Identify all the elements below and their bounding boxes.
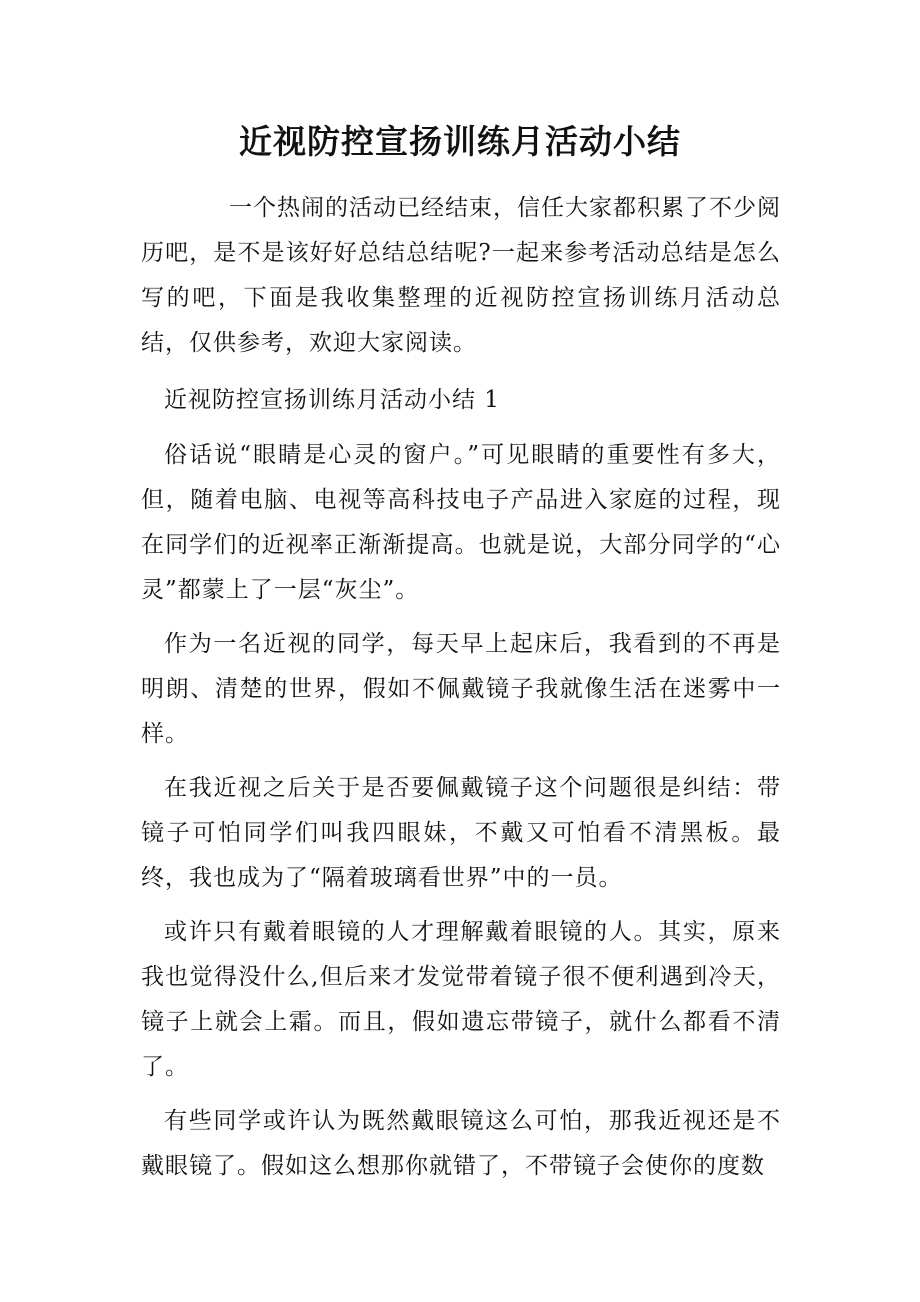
body-paragraph: 有些同学或许认为既然戴眼镜这么可怕，那我近视还是不戴眼镜了。假如这么想那你就错了，不带镜子会使你的度数 — [141, 1108, 781, 1179]
document-title: 近视防控宣扬训练月活动小结 — [239, 122, 681, 161]
body-paragraph: 在我近视之后关于是否要佩戴镜子这个问题很是纠结：带镜子可怕同学们叫我四眼妹，不戴又可怕看不清黑板。最终，我也成为了“隔着玻璃看世界”中的一员。 — [141, 775, 781, 891]
document-body — [141, 186, 781, 1198]
section-heading: 近视防控宣扬训练月活动小结 1 — [164, 387, 500, 413]
body-paragraph: 作为一名近视的同学，每天早上起床后，我看到的不再是明朗、清楚的世界，假如不佩戴镜子我就像生活在迷雾中一样。 — [141, 631, 781, 747]
intro-paragraph: 一个热闹的活动已经结束，信任大家都积累了不少阅历吧，是不是该好好总结总结呢?一起来参考活动总结是怎么写的吧，下面是我收集整理的近视防控宣扬训练月活动总结，仅供参考，欢迎大家阅读。 — [141, 195, 781, 356]
body-paragraph: 或许只有戴着眼镜的人才理解戴着眼镜的人。其实，原来我也觉得没什么,但后来才发觉带着镜子很不便利遇到冷天，镜子上就会上霜。而且，假如遗忘带镜子，就什么都看不清了。 — [141, 919, 781, 1080]
body-paragraph: 俗话说“眼睛是心灵的窗户。”可见眼睛的重要性有多大，但，随着电脑、电视等高科技电子产品进入家庭的过程，现在同学们的近视率正渐渐提高。也就是说，大部分同学的“心灵”都蒙上了一层“灰尘”。 — [141, 442, 781, 603]
